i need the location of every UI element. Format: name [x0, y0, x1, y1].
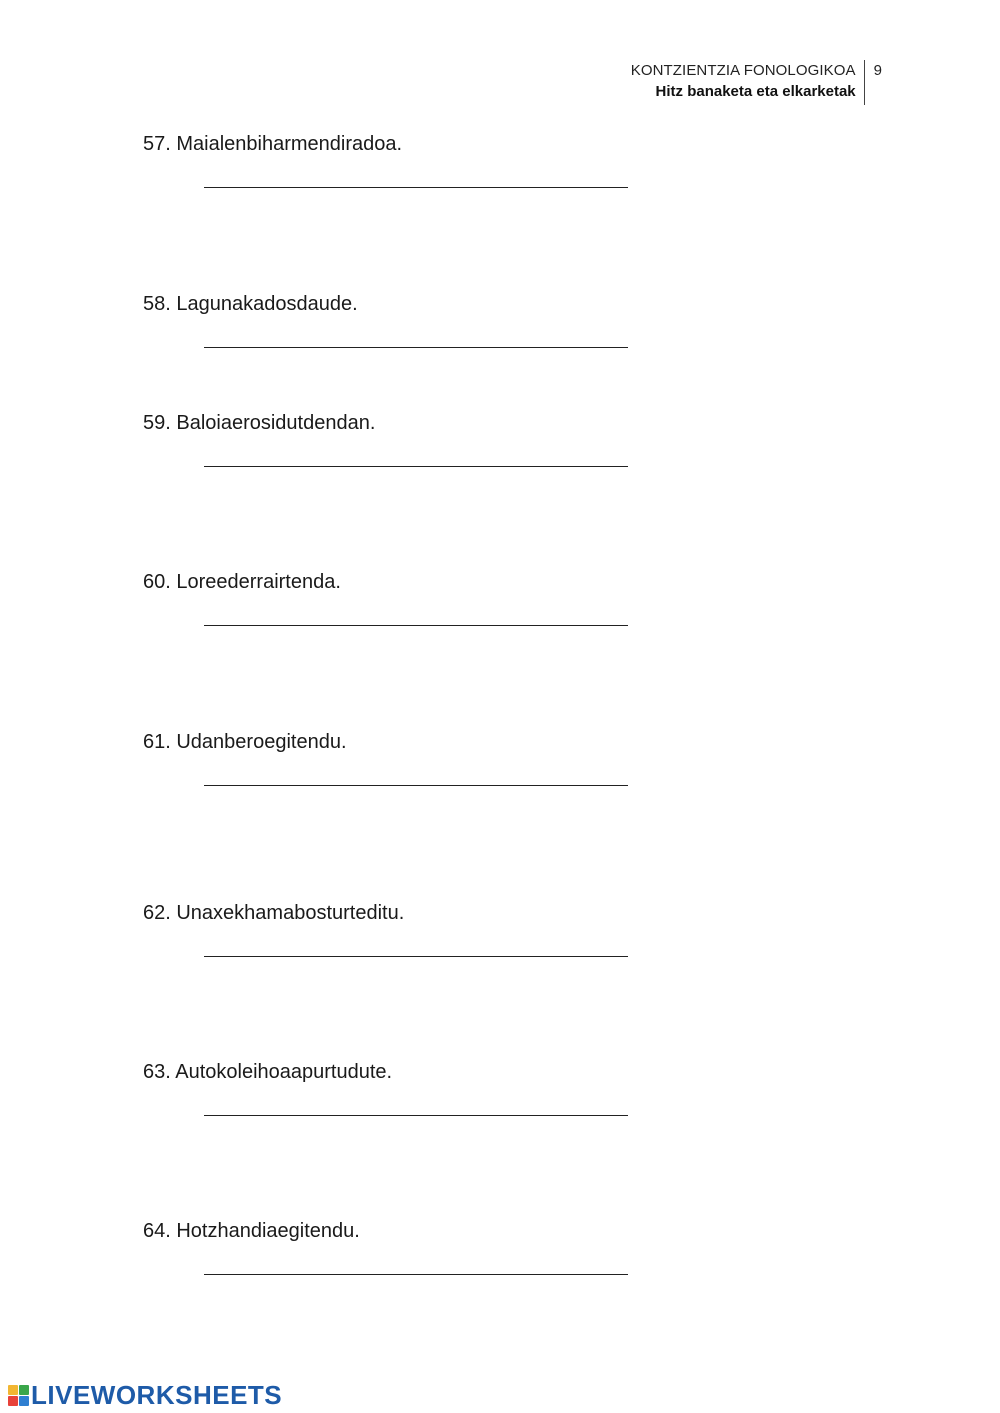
exercise-item: [143, 900, 743, 926]
exercise-item: [143, 291, 743, 317]
logo-block: [8, 1385, 18, 1395]
exercise-text: 62. Unaxekhamabosturteditu.: [143, 902, 405, 924]
logo-blocks-icon: [8, 1385, 29, 1406]
exercise-item: [143, 569, 743, 595]
exercise-item: [143, 131, 743, 157]
answer-line[interactable]: [204, 625, 628, 626]
exercise-text: 64. Hotzhandiaegitendu.: [143, 1220, 360, 1242]
logo-text: LIVEWORKSHEETS: [31, 1380, 283, 1410]
exercise-item: [143, 729, 743, 755]
logo-block: [19, 1385, 29, 1395]
liveworksheets-logo: [8, 1381, 282, 1409]
page-header: [631, 60, 882, 105]
logo-block: [19, 1396, 29, 1406]
exercise-item: [143, 1218, 743, 1244]
answer-line[interactable]: [204, 956, 628, 957]
exercise-item: [143, 1059, 743, 1085]
page-number: 9: [873, 62, 882, 79]
header-title: KONTZIENTZIA FONOLOGIKOA: [630, 62, 856, 79]
exercise-text: 60. Loreederrairtenda.: [143, 571, 341, 593]
header-text-block: [631, 60, 865, 105]
answer-line[interactable]: [204, 785, 628, 786]
answer-line[interactable]: [204, 187, 628, 188]
answer-line[interactable]: [204, 1274, 628, 1275]
exercise-text: 59. Baloiaerosidutdendan.: [143, 412, 376, 434]
answer-line[interactable]: [204, 1115, 628, 1116]
exercise-text: 63. Autokoleihoaapurtudute.: [143, 1061, 393, 1083]
exercise-item: [143, 410, 743, 436]
header-subtitle: Hitz banaketa eta elkarketak: [655, 83, 856, 100]
answer-line[interactable]: [204, 466, 628, 467]
exercise-text: 57. Maialenbiharmendiradoa.: [143, 133, 403, 155]
answer-line[interactable]: [204, 347, 628, 348]
exercise-text: 58. Lagunakadosdaude.: [143, 293, 358, 315]
logo-block: [8, 1396, 18, 1406]
exercise-text: 61. Udanberoegitendu.: [143, 731, 347, 753]
